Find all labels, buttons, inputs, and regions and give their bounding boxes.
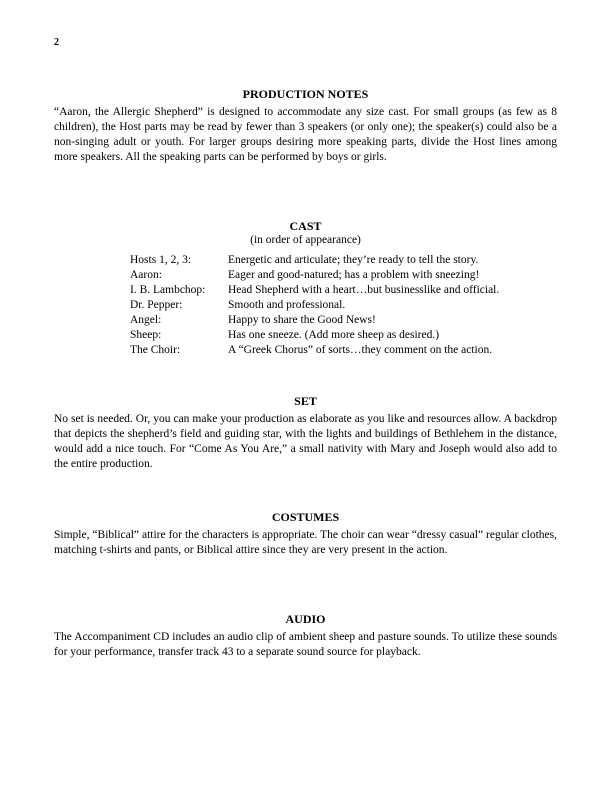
cast-role: I. B. Lambchop:: [130, 284, 206, 296]
cast-subheading: (in order of appearance): [250, 234, 361, 246]
cast-heading: CAST: [289, 219, 322, 233]
costumes-heading: COSTUMES: [271, 510, 340, 524]
cast-row: [130, 253, 557, 268]
cast-description: Smooth and professional.: [228, 299, 346, 311]
cast-role: Sheep:: [130, 329, 162, 341]
cast-description: Energetic and articulate; they’re ready to tell the story.: [228, 254, 479, 266]
cast-role: Hosts 1, 2, 3:: [130, 254, 192, 266]
cast-section: [54, 219, 557, 358]
cast-row: [130, 298, 557, 313]
cast-row: [130, 283, 557, 298]
set-heading: SET: [294, 394, 317, 408]
cast-row: [130, 343, 557, 358]
cast-description: Head Shepherd with a heart…but businesslike and official.: [228, 284, 500, 296]
cast-role: Angel:: [130, 314, 162, 326]
set-section: [54, 394, 557, 472]
audio-body: The Accompaniment CD includes an audio clip of ambient sheep and pasture sounds. To utilize these sounds for your performance, transfer track 43 to a separate sound source for playback.: [54, 631, 557, 658]
production-notes-section: [54, 87, 557, 165]
production-notes-body: “Aaron, the Allergic Shepherd” is designed to accommodate any size cast. For small groups (as few as 8 children), the Host parts may be read by fewer than 3 speakers (or only one); the speaker(s) could also be a non-singing adult or youth. For larger groups desiring more speaking parts, divide the Host lines among more speakers. All the speaking parts can be performed by boys or girls.: [54, 106, 557, 163]
audio-heading: AUDIO: [285, 612, 326, 626]
cast-description: Happy to share the Good News!: [228, 314, 376, 326]
set-body: No set is needed. Or, you can make your production as elaborate as you like and resources allow. A backdrop that depicts the shepherd’s field and guiding star, with the lights and buildings of Bethlehem in the distance, would add a nice touch. For “Come As You Are,” a small nativity with Mary and Joseph would also add to the entire production.: [54, 413, 557, 470]
costumes-section: [54, 510, 557, 558]
cast-description: Has one sneeze. (Add more sheep as desired.): [228, 329, 440, 341]
cast-list: [130, 253, 557, 358]
production-notes-heading: PRODUCTION NOTES: [242, 87, 369, 101]
cast-row: [130, 328, 557, 343]
cast-role: The Choir:: [130, 344, 181, 356]
cast-row: [130, 313, 557, 328]
cast-description: A “Greek Chorus” of sorts…they comment on the action.: [228, 344, 493, 356]
cast-role: Aaron:: [130, 269, 162, 281]
cast-description: Eager and good-natured; has a problem with sneezing!: [228, 269, 480, 281]
page-number: 2: [54, 37, 59, 48]
audio-section: [54, 612, 557, 660]
cast-row: [130, 268, 557, 283]
costumes-body: Simple, “Biblical” attire for the characters is appropriate. The choir can wear “dressy casual” regular clothes, matching t-shirts and pants, or Biblical attire since they are very present in the action.: [54, 529, 557, 556]
cast-role: Dr. Pepper:: [130, 299, 183, 311]
